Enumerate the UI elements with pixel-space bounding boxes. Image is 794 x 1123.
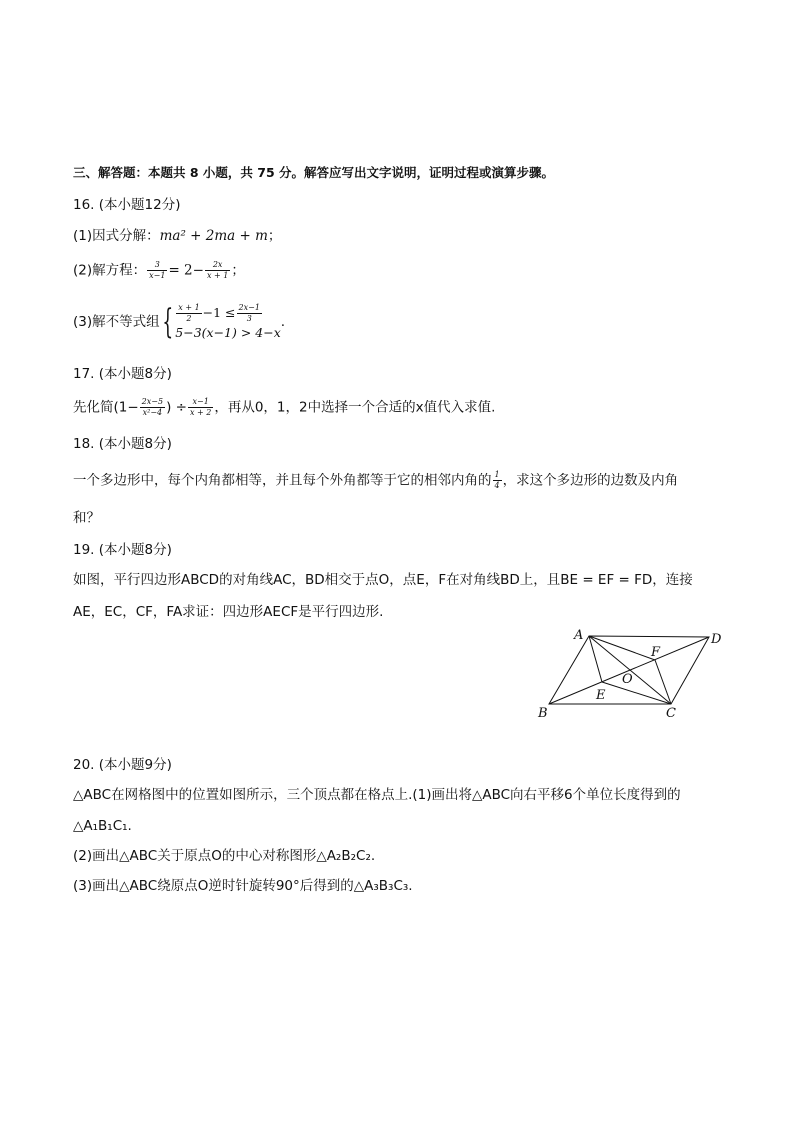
inequality-row-1-mid: −1 ≤ [202,305,236,320]
q16-p3-end: . [280,314,286,330]
q16-p1-end: ； [267,228,282,244]
label-a: A [574,628,584,643]
q16-p3-frac2 [237,303,262,324]
segment-ae [589,636,602,682]
q16-part3 [73,300,285,344]
q20-line3: (2)画出△ABC关于原点O的中心对称图形△A₂B₂C₂. [73,848,376,864]
label-f: F [651,645,661,660]
q18-line1-b: ，求这个多边形的边数及内角 [502,472,679,489]
q17-text-b: ) ÷ [166,399,187,416]
q16-p1-prefix: (1)因式分解： [73,228,160,244]
frac-denominator: x−1 [149,271,166,280]
q18-line1 [73,470,678,491]
label-e: E [596,688,606,703]
frac-denominator: 4 [494,481,500,490]
q16-part2 [73,260,245,281]
inequality-row-2: 5−3(x−1) > 4−x [175,325,281,340]
q16-p2-end: ； [231,262,245,279]
inequality-system [175,303,281,341]
frac-denominator: x + 1 [206,271,229,280]
q16-header: 16. (本小题12分) [73,197,181,213]
q16-p1-expr: ma² + 2ma + m [159,228,268,244]
q17-text-a: 先化简(1− [73,399,139,416]
q16-p2-frac1 [147,260,167,281]
frac-numerator: 2x−5 [141,397,164,406]
q18-header: 18. (本小题8分) [73,436,172,452]
segment-fa [589,636,655,660]
q19-header: 19. (本小题8分) [73,542,172,558]
q20-header: 20. (本小题9分) [73,757,172,773]
frac-numerator: x−1 [188,397,213,408]
frac-denominator: x²−4 [142,408,163,417]
q16-part1 [73,226,281,246]
diagonal-bd [549,637,709,704]
frac-numerator: 1 [494,470,500,479]
frac-denominator: 2 [186,314,192,323]
section-title: 三、解答题：本题共 8 小题，共 75 分。解答应写出文字说明，证明过程或演算步骤。 [73,165,555,180]
q19-line2: AE，EC，CF，FA求证：四边形AECF是平行四边形. [73,604,384,620]
label-c: C [666,706,676,721]
frac-denominator: 3 [246,314,252,323]
q18-line2: 和？ [73,510,100,526]
q17-text [73,397,495,418]
label-o: O [622,672,633,687]
q17-header: 17. (本小题8分) [73,366,172,382]
q19-line1: 如图，平行四边形ABCD的对角线AC，BD相交于点O，点E，F在对角线BD上，且BE = EF = FD，连接 [73,572,693,588]
inequality-row-1 [175,303,281,324]
q18-line1-a: 一个多边形中，每个内角都相等，并且每个外角都等于它的相邻内角的 [73,472,492,489]
q16-p2-frac2 [205,260,230,281]
q17-frac1 [140,397,165,418]
frac-denominator: x + 2 [189,408,212,417]
q20-line1: △ABC在网格图中的位置如图所示，三个顶点都在格点上.(1)画出将△ABC向右平移6个单位长度得到的 [73,787,681,803]
left-brace-icon: { [162,302,173,342]
q20-line2: △A₁B₁C₁. [73,818,132,834]
q16-p2-prefix: (2)解方程： [73,262,147,279]
label-d: D [711,632,722,647]
q16-p3-frac1 [176,303,201,324]
q20-line4: (3)画出△ABC绕原点O逆时针旋转90°后得到的△A₃B₃C₃. [73,878,413,894]
segment-ec [602,682,671,704]
parallelogram-figure [530,625,730,725]
q17-frac2 [188,397,213,418]
q17-text-c: ，再从0，1，2中选择一个合适的x值代入求值. [214,399,496,416]
label-b: B [538,706,548,721]
q18-frac [493,470,502,491]
frac-numerator: 3 [147,260,167,271]
q16-p2-mid: = 2− [168,262,204,279]
q16-p3-prefix: (3)解不等式组 [73,314,160,330]
frac-numerator: 2x−1 [238,303,260,312]
frac-numerator: 2x [205,260,230,271]
frac-numerator: x + 1 [178,303,200,312]
